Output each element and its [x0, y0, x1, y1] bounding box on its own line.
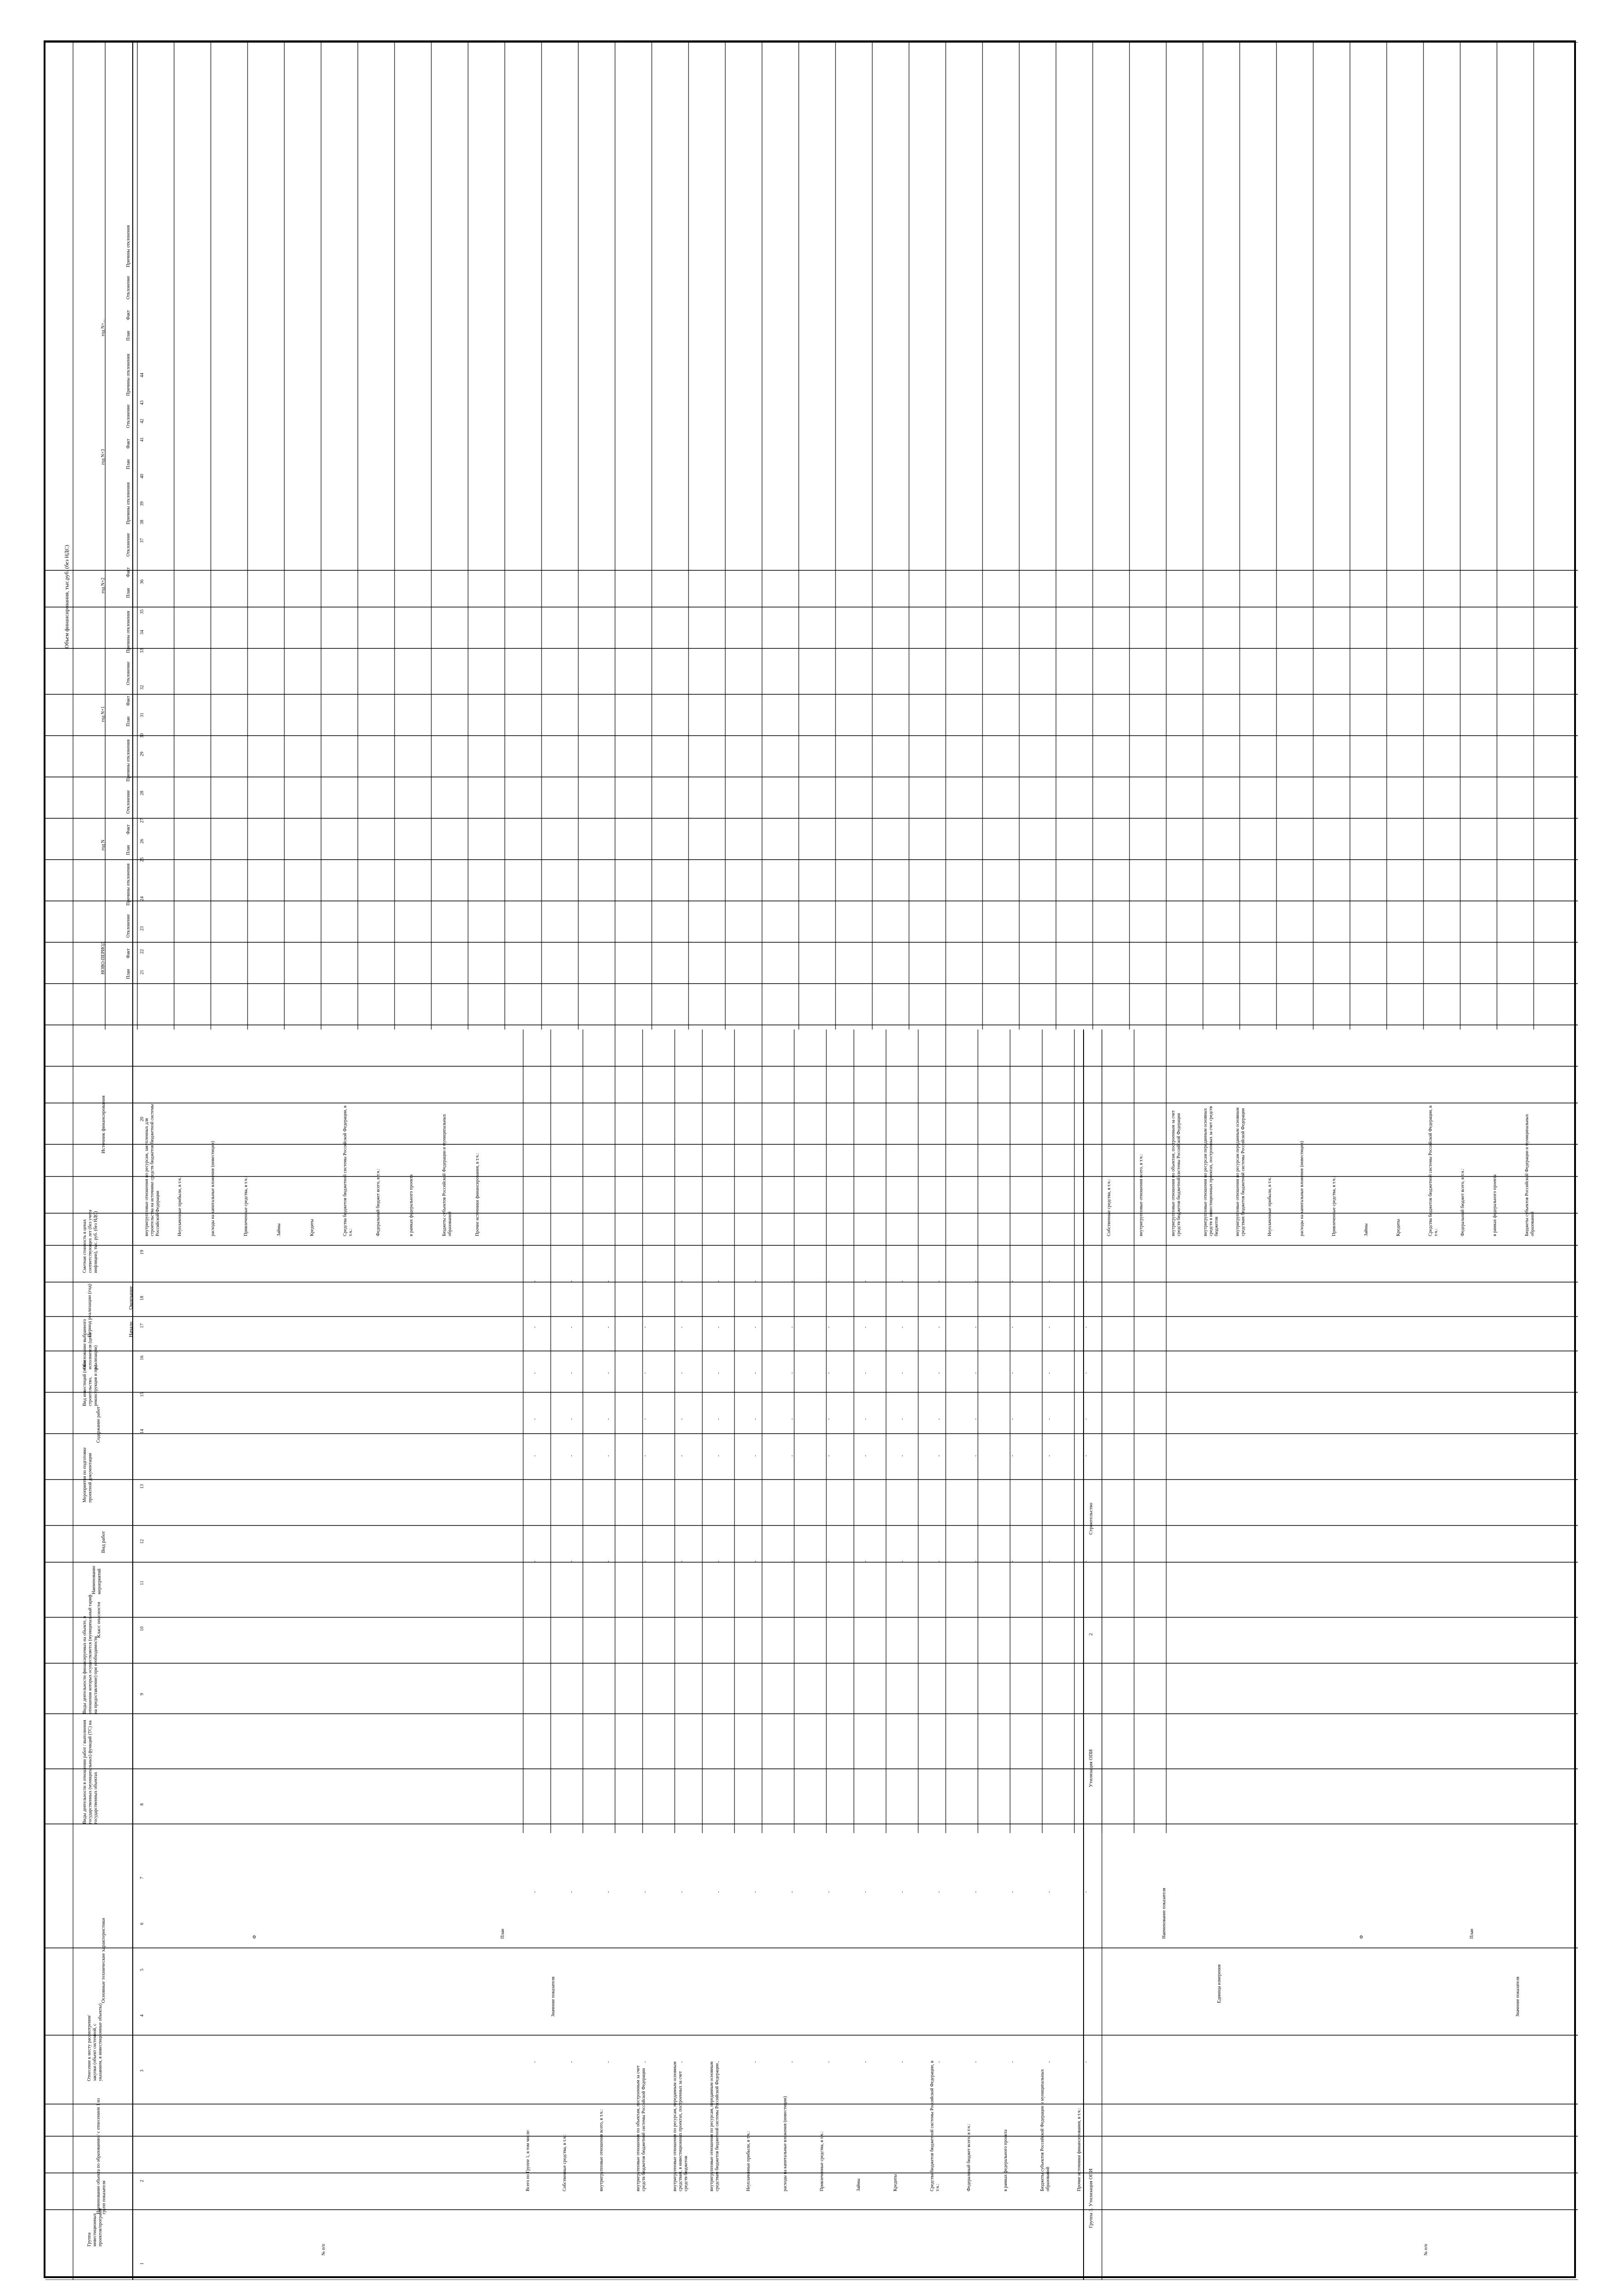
tech-plan-label: План [500, 1928, 505, 1939]
dash-cell: - [532, 1372, 537, 1374]
column-number: 43 [140, 400, 145, 405]
group2-col8: Утилизация ОПИ [1088, 1749, 1094, 1787]
source-label-bottom: внутригрупповые отношения по ресурсам переданным основных средств в инвестиционных проектах, построенных за счет средств бюджетов [1203, 1106, 1219, 1236]
group2-col10: 2 [1088, 1633, 1094, 1636]
group2-col12: Строительство [1088, 1503, 1094, 1535]
column-number: 26 [140, 839, 145, 844]
row-label: Займы [856, 2178, 861, 2191]
column-number: 2 [140, 2180, 145, 2182]
source-label-bottom: Федеральный бюджет всего, в т.ч.: [1460, 1168, 1465, 1236]
header-col1: Группа инвестиционных проектов/программ [87, 2208, 103, 2246]
dash-cell: - [606, 1280, 611, 1282]
dash-cell: - [863, 1418, 868, 1420]
dash-cell: - [606, 2061, 611, 2063]
column-number: 4 [140, 2015, 145, 2017]
dash-cell: - [1084, 1891, 1089, 1893]
source-label-bottom: внутригрупповые отношения по ресурсам переданным основным средствам бюджетов бюджетной системы Российской Федерации [1235, 1107, 1246, 1236]
header-col19: Сметная стоимость в ценах соответствующих лет (без учета инфляции), тыс. руб. (без НДС) [82, 1210, 98, 1273]
dash-cell: - [679, 1326, 684, 1328]
column-number: 9 [140, 1693, 145, 1695]
dash-cell: - [863, 1372, 868, 1374]
dash-cell: - [790, 1560, 795, 1562]
dash-cell: - [863, 1891, 868, 1893]
dash-cell: - [900, 1326, 905, 1328]
dash-cell: - [716, 2061, 721, 2063]
column-number: 42 [140, 419, 145, 423]
column-number: 14 [140, 1429, 145, 1434]
column-number: 24 [140, 896, 145, 901]
dash-cell: - [569, 1372, 574, 1374]
row-label: внутригрупповые отношения по ресурсам, переданным основным средствам, в инвестиционных проектах, построенных за счет средств бюджетов [672, 2061, 689, 2191]
dash-cell: - [826, 1560, 831, 1562]
column-number: 7 [140, 1877, 145, 1879]
dash-cell: - [937, 1372, 942, 1374]
row-label: Федеральный бюджет всего, в т.ч.: [966, 2123, 971, 2191]
column-number: 18 [140, 1296, 145, 1300]
dash-cell: - [569, 1455, 574, 1457]
tech-name-label: Наименование показателя [1162, 1888, 1167, 1939]
header-col3: Отнесение к месту рассмотрения/закупки (объект системной, с указанием, в инвестиционные объекты) [87, 2003, 103, 2081]
dash-cell: - [826, 1280, 831, 1282]
row-label: Всего по Группе 1, в том числе: [525, 2129, 531, 2191]
column-number: 16 [140, 1356, 145, 1360]
dash-cell: - [606, 1891, 611, 1893]
tech-fact-label-2: Ф [1359, 1935, 1364, 1939]
dash-cell: - [643, 1418, 648, 1420]
dash-cell: - [643, 1280, 648, 1282]
source-label-bottom: Средства бюджетов бюджетной системы Российской Федерации, в т.ч.: [1428, 1105, 1439, 1236]
period-reason: Причины отклонения [126, 225, 131, 267]
period-reason: Причины отклонения [126, 354, 131, 396]
period-reason: Причины отклонения [126, 863, 131, 906]
dash-cell: - [1084, 1326, 1089, 1328]
dash-cell: - [532, 1455, 537, 1457]
dash-cell: - [643, 1326, 648, 1328]
dash-cell: - [1047, 1280, 1052, 1282]
source-label-bottom: Займы [1364, 1223, 1369, 1236]
period-dev: Отклонение [126, 790, 131, 814]
header-col2: Наименование объекта по образованию / с отнесением 1 из групп показателя [96, 2098, 107, 2214]
source-label: Средства бюджетов бюджетной системы Российской Федерации, в т.ч.: [343, 1105, 353, 1236]
dash-cell: - [900, 1891, 905, 1893]
header-col13: Мероприятия по подготовке проектной документации [82, 1447, 93, 1503]
source-label-bottom: Собственные средства, в т.ч.: [1107, 1179, 1112, 1236]
dash-cell: - [973, 1326, 978, 1328]
header-col12: Вид работ [101, 1531, 106, 1553]
period-fact: Факт [126, 567, 131, 577]
period-fact: Факт [126, 310, 131, 320]
period-fact: Факт [126, 696, 131, 706]
dash-cell: - [790, 1455, 795, 1457]
source-label: внутригрупповые отношения по ресурсам, закупленных для строительства на источнике средств бюджетов бюджетной системы Российской Федерации [144, 1103, 160, 1236]
dash-cell: - [532, 1326, 537, 1328]
dash-cell: - [790, 1418, 795, 1420]
dash-cell: - [790, 2061, 795, 2063]
header-col11: Наименование мероприятий [91, 1565, 102, 1594]
dash-cell: - [569, 2061, 574, 2063]
row-label: внутригрупповые отношения по объектам, построенным за счет средств бюджетов бюджетной системы Российской Федерации [636, 2065, 646, 2191]
dash-cell: - [753, 1372, 758, 1374]
dash-cell: - [679, 1280, 684, 1282]
dash-cell: - [826, 1372, 831, 1374]
dash-cell: - [643, 2061, 648, 2063]
dash-cell: - [532, 1891, 537, 1893]
row-label: внутригрупповые отношения всего, в т.ч.: [599, 2109, 604, 2191]
dash-cell: - [1010, 1891, 1015, 1893]
dash-cell: - [1047, 1418, 1052, 1420]
column-number: 6 [140, 1923, 145, 1925]
dash-cell: - [826, 2061, 831, 2063]
dash-cell: - [937, 1326, 942, 1328]
dash-cell: - [863, 1560, 868, 1562]
period-label: год N+1 [101, 706, 106, 722]
dash-cell: - [1084, 1280, 1089, 1282]
dash-cell: - [1084, 1372, 1089, 1374]
dash-cell: - [900, 2061, 905, 2063]
dash-cell: - [863, 2061, 868, 2063]
source-label-bottom: внутригрупповые отношения всего, в т.ч.: [1139, 1154, 1144, 1236]
dash-cell: - [569, 1891, 574, 1893]
dash-cell: - [532, 1418, 537, 1420]
period-reason: Причины отклонения [126, 739, 131, 782]
dash-cell: - [716, 1418, 721, 1420]
header-col17-18: Период реализации (год) [87, 1283, 92, 1337]
dash-cell: - [826, 1455, 831, 1457]
dash-cell: - [1010, 1372, 1015, 1374]
period-fact: Факт [126, 439, 131, 449]
dash-cell: - [606, 1418, 611, 1420]
dash-cell: - [716, 1280, 721, 1282]
dash-cell: - [900, 1372, 905, 1374]
dash-cell: - [790, 1280, 795, 1282]
period-plan: План [126, 968, 131, 979]
column-number: 31 [140, 713, 145, 717]
period-plan: План [126, 587, 131, 598]
dash-cell: - [643, 1560, 648, 1562]
period-dev: Отклонение [126, 533, 131, 557]
dash-cell: - [937, 1280, 942, 1282]
pp-label: № п/п [321, 2244, 326, 2256]
dash-cell: - [532, 1560, 537, 1562]
period-plan: План [126, 459, 131, 469]
dash-cell: - [973, 1560, 978, 1562]
pp-label-2: № п/п [1423, 2244, 1429, 2256]
period-dev: Отклонение [126, 661, 131, 685]
dash-cell: - [1084, 1455, 1089, 1457]
main-title: Объем финансирования, тыс.руб. (без НДС) [63, 545, 70, 648]
dash-cell: - [716, 1372, 721, 1374]
header-col15: Вид инвестиций (новое строительство, реконструкция и пр.) [82, 1360, 98, 1406]
dash-cell: - [790, 1326, 795, 1328]
source-label-bottom: расходы на капитальные вложения (инвестиции) [1299, 1141, 1304, 1236]
period-dev: Отклонение [126, 914, 131, 938]
source-label-bottom: внутригрупповые отношения по объектам, построенным за счет средств бюджетов бюджетной системы Российской Федерации [1171, 1110, 1181, 1236]
dash-cell: - [1010, 1326, 1015, 1328]
period-plan: План [126, 844, 131, 855]
column-number: 35 [140, 609, 145, 614]
header-col9: Виды деятельности финансируемых на объекте, в отношении которых осуществляется (муниципальный тариф на предоставление) при необходимости [82, 1594, 98, 1714]
column-number: 34 [140, 630, 145, 635]
period-label: год N [101, 839, 106, 850]
column-number: 22 [140, 949, 145, 954]
header-col14: Содержание работ [96, 1407, 101, 1443]
dash-cell: - [973, 1280, 978, 1282]
dash-cell: - [1084, 1560, 1089, 1562]
dash-cell: - [900, 1418, 905, 1420]
tech-plan-label-2: План [1469, 1928, 1474, 1939]
dash-cell: - [716, 1891, 721, 1893]
header-col10: Класс опасности [96, 1602, 102, 1638]
dash-cell: - [900, 1280, 905, 1282]
row-label: Бюджеты субъектов Российской Федерации и муниципальных образований [1040, 2069, 1050, 2191]
row-label: Прочие источники финансирования, в т.ч.: [1077, 2108, 1082, 2191]
dash-cell: - [1047, 2061, 1052, 2063]
column-number: 17 [140, 1323, 145, 1328]
column-number: 39 [140, 501, 145, 506]
dash-cell: - [716, 1326, 721, 1328]
dash-cell: - [679, 2061, 684, 2063]
dash-cell: - [643, 1891, 648, 1893]
dash-cell: - [1047, 1372, 1052, 1374]
tech-value-label-2: Значение показателя [1515, 1976, 1520, 2017]
column-number: 3 [140, 2070, 145, 2072]
dash-cell: - [679, 1891, 684, 1893]
dash-cell: - [863, 1280, 868, 1282]
period-label: год N+3 [101, 449, 106, 465]
dash-cell: - [643, 1455, 648, 1457]
dash-cell: - [973, 2061, 978, 2063]
dash-cell: - [973, 1418, 978, 1420]
column-number: 8 [140, 1803, 145, 1806]
dash-cell: - [569, 1326, 574, 1328]
column-number: 40 [140, 474, 145, 478]
row-label: Средства бюджетов бюджетной системы Российской Федерации, в т.ч.: [930, 2060, 940, 2191]
dash-cell: - [973, 1372, 978, 1374]
dash-cell: - [679, 1372, 684, 1374]
column-number: 30 [140, 733, 145, 738]
header-col18: Окончание [128, 1286, 134, 1310]
dash-cell: - [1010, 2061, 1015, 2063]
row-label: Кредиты [893, 2174, 898, 2191]
source-label: Займы [277, 1223, 282, 1236]
period-dev: Отклонение [126, 276, 131, 299]
dash-cell: - [900, 1560, 905, 1562]
period-fact: Факт [126, 824, 131, 834]
dash-cell: - [753, 2061, 758, 2063]
row-label: Собственные средства, в т.ч.: [562, 2134, 567, 2191]
period-dev: Отклонение [126, 404, 131, 428]
header-col16: Обоснование выбранного исполнителя (цена реализации) [82, 1319, 98, 1369]
column-number: 27 [140, 818, 145, 823]
tech-value-label: Значение показателя [551, 1976, 556, 2017]
period-reason: Причины отклонения [126, 611, 131, 653]
column-number: 44 [140, 373, 145, 377]
tech-unit-label: Единица измерения [1217, 1964, 1222, 2003]
source-label-bottom: Неуплаченные прибыли, в т.ч.: [1267, 1176, 1272, 1236]
dash-cell: - [973, 1455, 978, 1457]
column-number: 21 [140, 970, 145, 974]
group2-label: Группа 3. Утилизация ОПИ [1088, 2168, 1094, 2228]
source-label-bottom: Кредиты [1396, 1219, 1401, 1236]
dash-cell: - [679, 1418, 684, 1420]
dash-cell: - [790, 1372, 795, 1374]
dash-cell: - [569, 1280, 574, 1282]
column-number: 15 [140, 1392, 145, 1397]
header-tech: Основные технические характеристики [101, 1918, 106, 2003]
dash-cell: - [606, 1560, 611, 1562]
dash-cell: - [937, 1560, 942, 1562]
column-number: 23 [140, 926, 145, 931]
dash-cell: - [1010, 1280, 1015, 1282]
column-number: 28 [140, 791, 145, 795]
row-label: в рамках федерального проекта [1003, 2129, 1008, 2191]
period-plan: План [126, 330, 131, 341]
period-label: год N+2 [101, 577, 106, 593]
period-fact: Факт [126, 948, 131, 958]
column-number: 20 [140, 1117, 145, 1121]
source-label-bottom: в рамках федерального проекта [1492, 1174, 1497, 1236]
source-label: Кредиты [310, 1219, 315, 1236]
dash-cell: - [679, 1455, 684, 1457]
header-col8: Виды деятельности в отношении работ / выполнения государственных (муниципальных) функций (ТС) на государственных объектах [82, 1720, 98, 1824]
column-number: 1 [140, 2262, 145, 2265]
dash-cell: - [606, 1326, 611, 1328]
period-label: НОВО-ПЕРИОД [101, 941, 106, 974]
column-number: 33 [140, 648, 145, 653]
dash-cell: - [1010, 1455, 1015, 1457]
source-label-bottom: Привлеченные средства, в т.ч.: [1332, 1176, 1337, 1236]
dash-cell: - [532, 1280, 537, 1282]
row-label: расходы на капитальные вложения (инвестиции) [783, 2096, 788, 2191]
source-label: Прочие источники финансирования, в т.ч.: [475, 1153, 480, 1236]
dash-cell: - [753, 1326, 758, 1328]
column-number: 11 [140, 1581, 145, 1585]
dash-cell: - [1010, 1418, 1015, 1420]
dash-cell: - [606, 1455, 611, 1457]
source-label: в рамках федерального проекта [409, 1174, 414, 1236]
dash-cell: - [1084, 1418, 1089, 1420]
dash-cell: - [1047, 1891, 1052, 1893]
dash-cell: - [973, 1891, 978, 1893]
column-number: 10 [140, 1626, 145, 1631]
dash-cell: - [606, 1372, 611, 1374]
column-number: 12 [140, 1539, 145, 1544]
row-label: Привлеченные средства, в т.ч.: [819, 2131, 824, 2191]
column-number: 29 [140, 752, 145, 756]
source-label: Неуплаченные прибыли, в т.ч.: [177, 1176, 182, 1236]
dash-cell: - [716, 1560, 721, 1562]
dash-cell: - [643, 1372, 648, 1374]
dash-cell: - [790, 1891, 795, 1893]
dash-cell: - [863, 1455, 868, 1457]
row-label: внутригрупповые отношения по ресурсам, переданным основным средствам бюджетов бюджетной системы Российской Федерации [709, 2061, 720, 2191]
column-number: 32 [140, 685, 145, 690]
source-label: расходы на капитальные вложения (инвестиции) [210, 1141, 215, 1236]
column-number: 41 [140, 437, 145, 442]
column-number: 36 [140, 580, 145, 584]
column-number: 38 [140, 520, 145, 524]
tech-fact-label: Ф [252, 1935, 257, 1939]
period-label: год N+... [101, 319, 106, 336]
dash-cell: - [900, 1455, 905, 1457]
dash-cell: - [679, 1560, 684, 1562]
source-label: Привлеченные средства, в т.ч.: [243, 1176, 248, 1236]
dash-cell: - [826, 1326, 831, 1328]
dash-cell: - [1047, 1560, 1052, 1562]
dash-cell: - [937, 1455, 942, 1457]
document-page [44, 40, 1576, 2278]
dash-cell: - [716, 1455, 721, 1457]
dash-cell: - [937, 2061, 942, 2063]
dash-cell: - [826, 1891, 831, 1893]
source-label-bottom: Бюджеты субъектов Российской Федерации и муниципальных образований [1525, 1114, 1535, 1236]
dash-cell: - [937, 1891, 942, 1893]
table-grid [45, 42, 1578, 2280]
dash-cell: - [753, 1891, 758, 1893]
column-number: 25 [140, 857, 145, 862]
column-number: 19 [140, 1250, 145, 1255]
dash-cell: - [532, 2061, 537, 2063]
dash-cell: - [937, 1418, 942, 1420]
row-label: Неуплаченные прибыли, в т.ч.: [746, 2131, 751, 2191]
header-col17: Начало [128, 1322, 134, 1337]
period-reason: Причины отклонения [126, 482, 131, 524]
column-number: 13 [140, 1484, 145, 1489]
dash-cell: - [1084, 2061, 1089, 2063]
dash-cell: - [1047, 1455, 1052, 1457]
header-col20: Источник финансирования [101, 1095, 106, 1154]
dash-cell: - [753, 1280, 758, 1282]
dash-cell: - [1047, 1326, 1052, 1328]
dash-cell: - [753, 1455, 758, 1457]
column-number: 5 [140, 1969, 145, 1971]
dash-cell: - [753, 1560, 758, 1562]
dash-cell: - [826, 1418, 831, 1420]
dash-cell: - [569, 1418, 574, 1420]
source-label: Федеральный бюджет всего, в т.ч.: [376, 1168, 381, 1236]
source-label: Бюджеты субъектов Российской Федерации и муниципальных образований [442, 1114, 452, 1236]
dash-cell: - [569, 1560, 574, 1562]
dash-cell: - [1010, 1560, 1015, 1562]
dash-cell: - [753, 1418, 758, 1420]
column-number: 37 [140, 538, 145, 543]
period-plan: План [126, 716, 131, 726]
dash-cell: - [863, 1326, 868, 1328]
